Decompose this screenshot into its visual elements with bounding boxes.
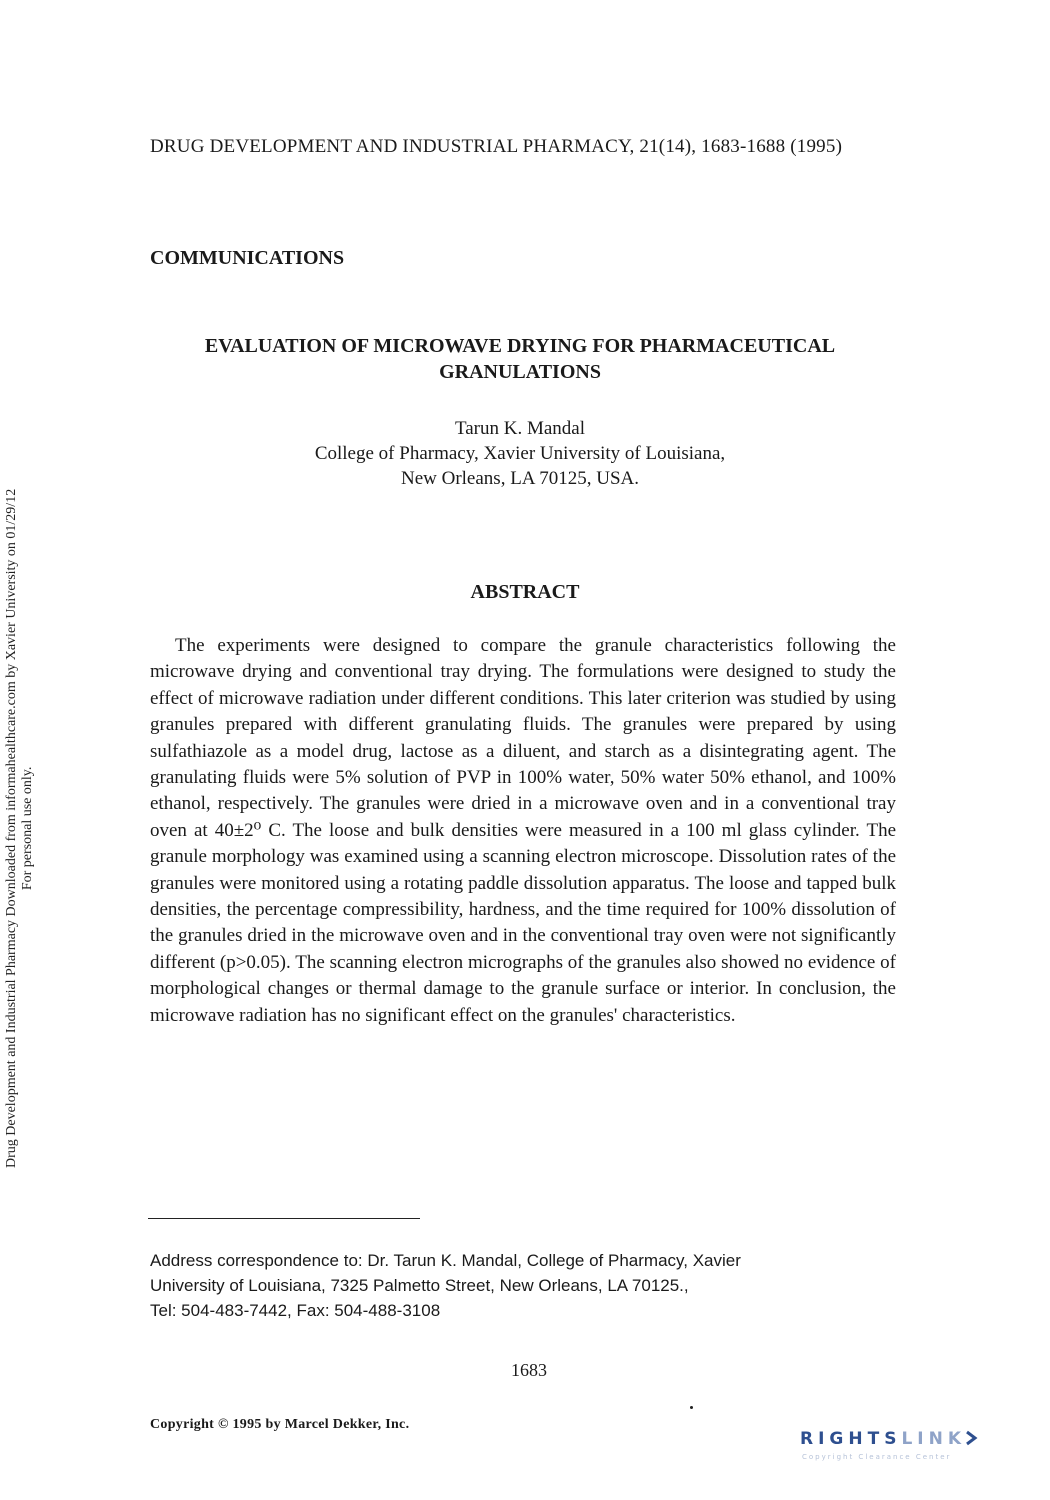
copyright-notice: Copyright © 1995 by Marcel Dekker, Inc. [150, 1417, 410, 1432]
rightslink-wordmark [800, 1429, 979, 1449]
rightslink-logo[interactable] [800, 1429, 1032, 1469]
footnote-line-1: Address correspondence to: Dr. Tarun K. Mandal, College of Pharmacy, Xavier [150, 1251, 741, 1270]
rightslink-rights-text: RIGHTS [800, 1429, 902, 1449]
download-notice-line: Drug Development and Industrial Pharmacy Downloaded from informahealthcare.com by Xavier University on 01/29/12 [4, 488, 19, 1168]
rightslink-link-text: LINK [901, 1429, 966, 1449]
footnote-line-3: Tel: 504-483-7442, Fax: 504-488-3108 [150, 1301, 441, 1320]
scan-speck [690, 1406, 693, 1409]
author-affiliation-line-2: New Orleans, LA 70125, USA. [400, 468, 639, 489]
article-title-line-1: EVALUATION OF MICROWAVE DRYING FOR PHARMACEUTICAL [204, 335, 836, 357]
journal-citation-header: DRUG DEVELOPMENT AND INDUSTRIAL PHARMACY, 21(14), 1683-1688 (1995) [150, 136, 843, 157]
author-name: Tarun K. Mandal [454, 418, 586, 439]
footnote-divider [148, 1218, 420, 1219]
section-label: COMMUNICATIONS [150, 247, 345, 269]
chevron-arrow-icon [963, 1430, 979, 1446]
abstract-body: The experiments were designed to compare the granule characteristics following the microwave drying and conventional tray drying. The formulations were designed to study the effect of microwave radiation under different conditions. This later criterion was studied by using granules prepared with different granulating fluids. The granules were prepared by using sulfathiazole as a model drug, lactose as a diluent, and starch as a disintegrating agent. The granulating fluids were 5% solution of PVP in 100% water, 50% water 50% ethanol, and 100% ethanol, respectively. The granules were dried in a microwave oven and in a conventional tray oven at 40±2⁰ C. The loose and bulk densities were measured in a 100 ml glass cylinder. The granule morphology was examined using a scanning electron microscope. Dissolution rates of the granules were monitored using a rotating paddle dissolution apparatus. The loose and tapped bulk densities, the percentage compressibility, hardness, and the time required for 100% dissolution of the granules dried in the microwave oven and in the conventional tray oven were not significantly different (p>0.05). The scanning electron micrographs of the granules also showed no evidence of morphological changes or thermal damage to the granule surface or interior. In conclusion, the microwave radiation has no significant effect on the granules' characteristics. [150, 635, 896, 1026]
article-title-line-2: GRANULATIONS [439, 361, 601, 383]
page-number: 1683 [511, 1360, 547, 1380]
rightslink-tagline: Copyright Clearance Center [802, 1453, 952, 1461]
footnote-line-2: University of Louisiana, 7325 Palmetto Street, New Orleans, LA 70125., [150, 1276, 689, 1295]
abstract-heading: ABSTRACT [470, 581, 580, 603]
correspondence-footnote [150, 1248, 741, 1323]
author-affiliation-line-1: College of Pharmacy, Xavier University of Louisiana, [314, 443, 726, 464]
author-block [150, 416, 890, 491]
personal-use-notice: For personal use only. [20, 766, 35, 891]
article-title [150, 333, 890, 385]
